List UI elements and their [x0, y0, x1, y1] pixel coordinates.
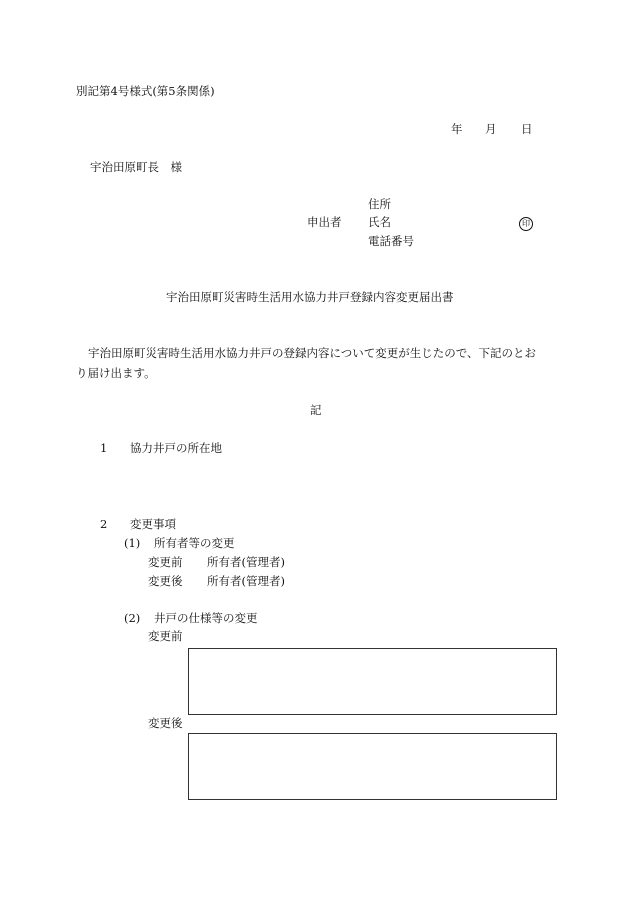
item2-before-box[interactable]	[188, 648, 557, 715]
date-day-label: 日	[521, 122, 533, 136]
section2-label: 変更事項	[130, 517, 176, 531]
section1-label: 協力井戸の所在地	[130, 441, 222, 455]
name-label: 氏名	[368, 215, 391, 229]
applicant-label: 申出者	[307, 215, 342, 229]
item2-after-box[interactable]	[188, 733, 557, 800]
phone-label: 電話番号	[368, 234, 414, 248]
item2-label: 井戸の仕様等の変更	[154, 611, 258, 625]
form-id: 別記第4号様式(第5条関係)	[76, 84, 215, 98]
item2-number: (2)	[124, 611, 141, 625]
body-line-2: り届け出ます。	[76, 366, 156, 380]
document-title: 宇治田原町災害時生活用水協力井戸登録内容変更届出書	[166, 290, 454, 304]
item2-after-label: 変更後	[148, 716, 183, 730]
item1-before-value: 所有者(管理者)	[207, 555, 285, 569]
body-line-1: 宇治田原町災害時生活用水協力井戸の登録内容について変更が生じたので、下記のとお	[88, 346, 537, 360]
item1-label: 所有者等の変更	[154, 536, 235, 550]
item1-number: (1)	[124, 536, 141, 550]
item1-after-value: 所有者(管理者)	[207, 574, 285, 588]
ki-heading: 記	[310, 403, 322, 417]
date-year-label: 年	[451, 122, 463, 136]
item1-before-label: 変更前	[148, 555, 183, 569]
item1-after-label: 変更後	[148, 574, 183, 588]
seal-mark: 印	[519, 217, 533, 231]
address-label: 住所	[368, 197, 391, 211]
date-month-label: 月	[485, 122, 497, 136]
addressee: 宇治田原町長 様	[90, 160, 182, 174]
section2-number: 2	[100, 517, 108, 531]
section1-number: 1	[100, 441, 108, 455]
item2-before-label: 変更前	[148, 629, 183, 643]
